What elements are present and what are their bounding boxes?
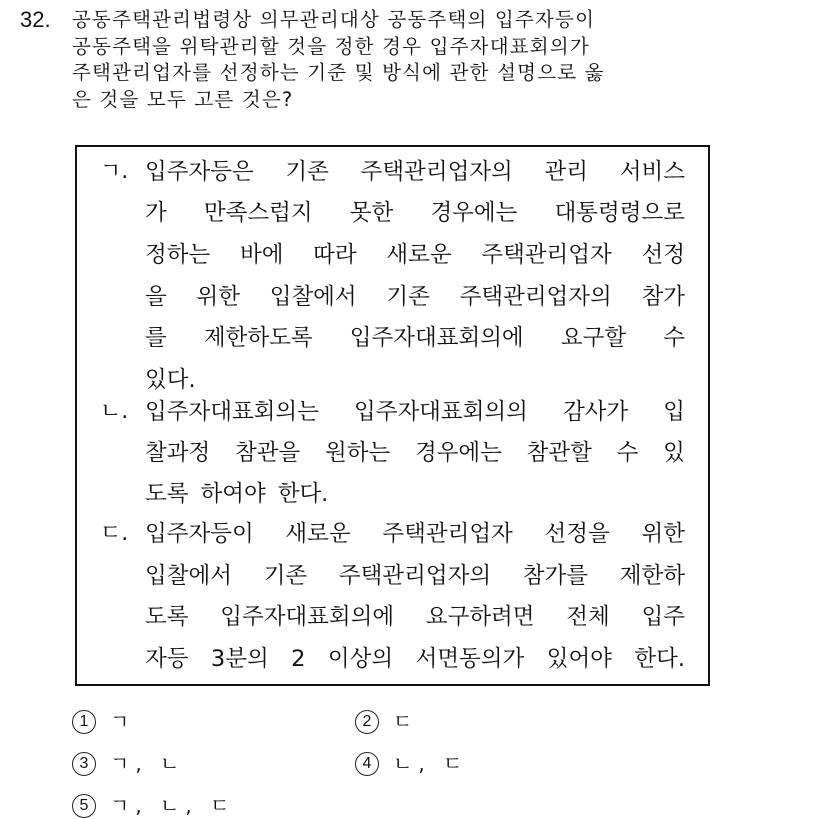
option-3[interactable] [72, 749, 185, 777]
word: 입찰에서 [269, 284, 357, 310]
word: 있다. [145, 367, 196, 393]
word: 도록 [145, 481, 189, 507]
word: 주택관리업자의 [459, 284, 612, 310]
word: 주택관리업자의 [338, 563, 492, 589]
word: 주택관리업자의 [360, 159, 513, 185]
word: 선정 [641, 242, 685, 268]
word: 주택관리업자 [382, 521, 513, 547]
item-marker: ㄴ. [100, 399, 129, 424]
word: 수 [616, 440, 639, 466]
word: 참가 [641, 284, 685, 310]
word: 선정을 [544, 521, 610, 547]
word: 기존 [263, 563, 308, 589]
word: 전체 [566, 604, 610, 630]
item-line [145, 323, 685, 353]
word: 제한하도록 [203, 325, 313, 351]
word: 감사가 [562, 399, 629, 425]
word: 경우에는 [414, 440, 502, 466]
word: 기존 [386, 284, 430, 310]
word: 가 [145, 200, 167, 226]
word: 자등 [145, 646, 189, 672]
word: 입주자대표회의의 [353, 399, 528, 425]
word: 원하는 [324, 440, 391, 466]
item-marker: ㄷ. [100, 521, 129, 546]
word: 있 [663, 440, 685, 466]
word: 서비스 [619, 159, 685, 185]
option-number: 3 [72, 752, 96, 776]
word: 을 [145, 284, 167, 310]
item-line [145, 365, 685, 395]
item-line [145, 561, 685, 591]
option-4[interactable] [355, 749, 468, 777]
option-value: ㄱ [110, 709, 136, 734]
question-number: 32. [20, 7, 51, 32]
word: 참관할 [526, 440, 592, 466]
word: 2 [291, 646, 306, 672]
word: 제한하 [619, 563, 685, 589]
option-number: 2 [355, 710, 379, 734]
word: 위한 [641, 521, 685, 547]
option-value: ㄴ, ㄷ [393, 751, 469, 776]
word: 새로운 [386, 242, 452, 268]
item-line [145, 519, 685, 549]
item-line [145, 438, 685, 468]
item-line [145, 644, 685, 674]
word: 입찰에서 [145, 563, 232, 589]
word: 도록 [145, 604, 189, 630]
option-value: ㄱ, ㄴ, ㄷ [110, 793, 236, 818]
word: 관리 [544, 159, 589, 185]
question-line: 주택관리업자를 선정하는 기준 및 방식에 관한 설명으로 옳 [72, 61, 605, 84]
item-line [145, 157, 685, 187]
option-number: 5 [72, 794, 96, 818]
question-line: 은 것을 모두 고른 것은? [72, 88, 294, 111]
question-line: 공동주택을 위탁관리할 것을 정한 경우 입주자대표회의가 [72, 35, 590, 58]
question-line: 공동주택관리법령상 의무관리대상 공동주택의 입주자등이 [72, 8, 596, 31]
word: 참관을 [234, 440, 301, 466]
word: 한다. [277, 481, 329, 507]
option-2[interactable] [355, 707, 418, 735]
word: 참가를 [522, 563, 589, 589]
word: 요구할 [560, 325, 627, 351]
option-value: ㄱ, ㄴ [110, 751, 186, 776]
word: 새로운 [285, 521, 351, 547]
word: 못한 [349, 200, 394, 226]
word: 주택관리업자 [481, 242, 612, 268]
word: 입주자대표회의에 [349, 325, 524, 351]
word: 입주자대표회의는 [145, 399, 319, 425]
word: 위한 [196, 284, 240, 310]
word: 입주 [641, 604, 685, 630]
item-line [145, 479, 685, 509]
word: 를 [145, 325, 167, 351]
word: 따라 [313, 242, 357, 268]
word: 있어야 [546, 646, 612, 672]
word: 하여야 [200, 481, 266, 507]
word: 입주자등이 [145, 521, 254, 547]
option-number: 1 [72, 710, 96, 734]
item-line [145, 240, 685, 270]
option-5[interactable] [72, 791, 235, 819]
option-1[interactable] [72, 707, 135, 735]
item-line [145, 282, 685, 312]
word: 입 [663, 399, 685, 425]
word: 이상의 [327, 646, 394, 672]
word: 입주자등은 [145, 159, 254, 185]
word: 기존 [285, 159, 329, 185]
word: 찰과정 [145, 440, 211, 466]
option-number: 4 [355, 752, 379, 776]
item-line [145, 397, 685, 427]
word: 수 [663, 325, 685, 351]
word: 한다. [634, 646, 685, 672]
word: 서면동의가 [415, 646, 525, 672]
word: 입주자대표회의에 [220, 604, 395, 630]
option-value: ㄷ [393, 709, 419, 734]
item-line [145, 602, 685, 632]
word: 3분의 [210, 646, 269, 672]
word: 정하는 [145, 242, 211, 268]
word: 요구하려면 [425, 604, 535, 630]
word: 바에 [239, 242, 284, 268]
item-marker: ㄱ. [100, 159, 129, 184]
item-line [145, 198, 685, 228]
word: 만족스럽지 [203, 200, 313, 226]
word: 대통령령으로 [554, 200, 685, 226]
word: 경우에는 [430, 200, 518, 226]
